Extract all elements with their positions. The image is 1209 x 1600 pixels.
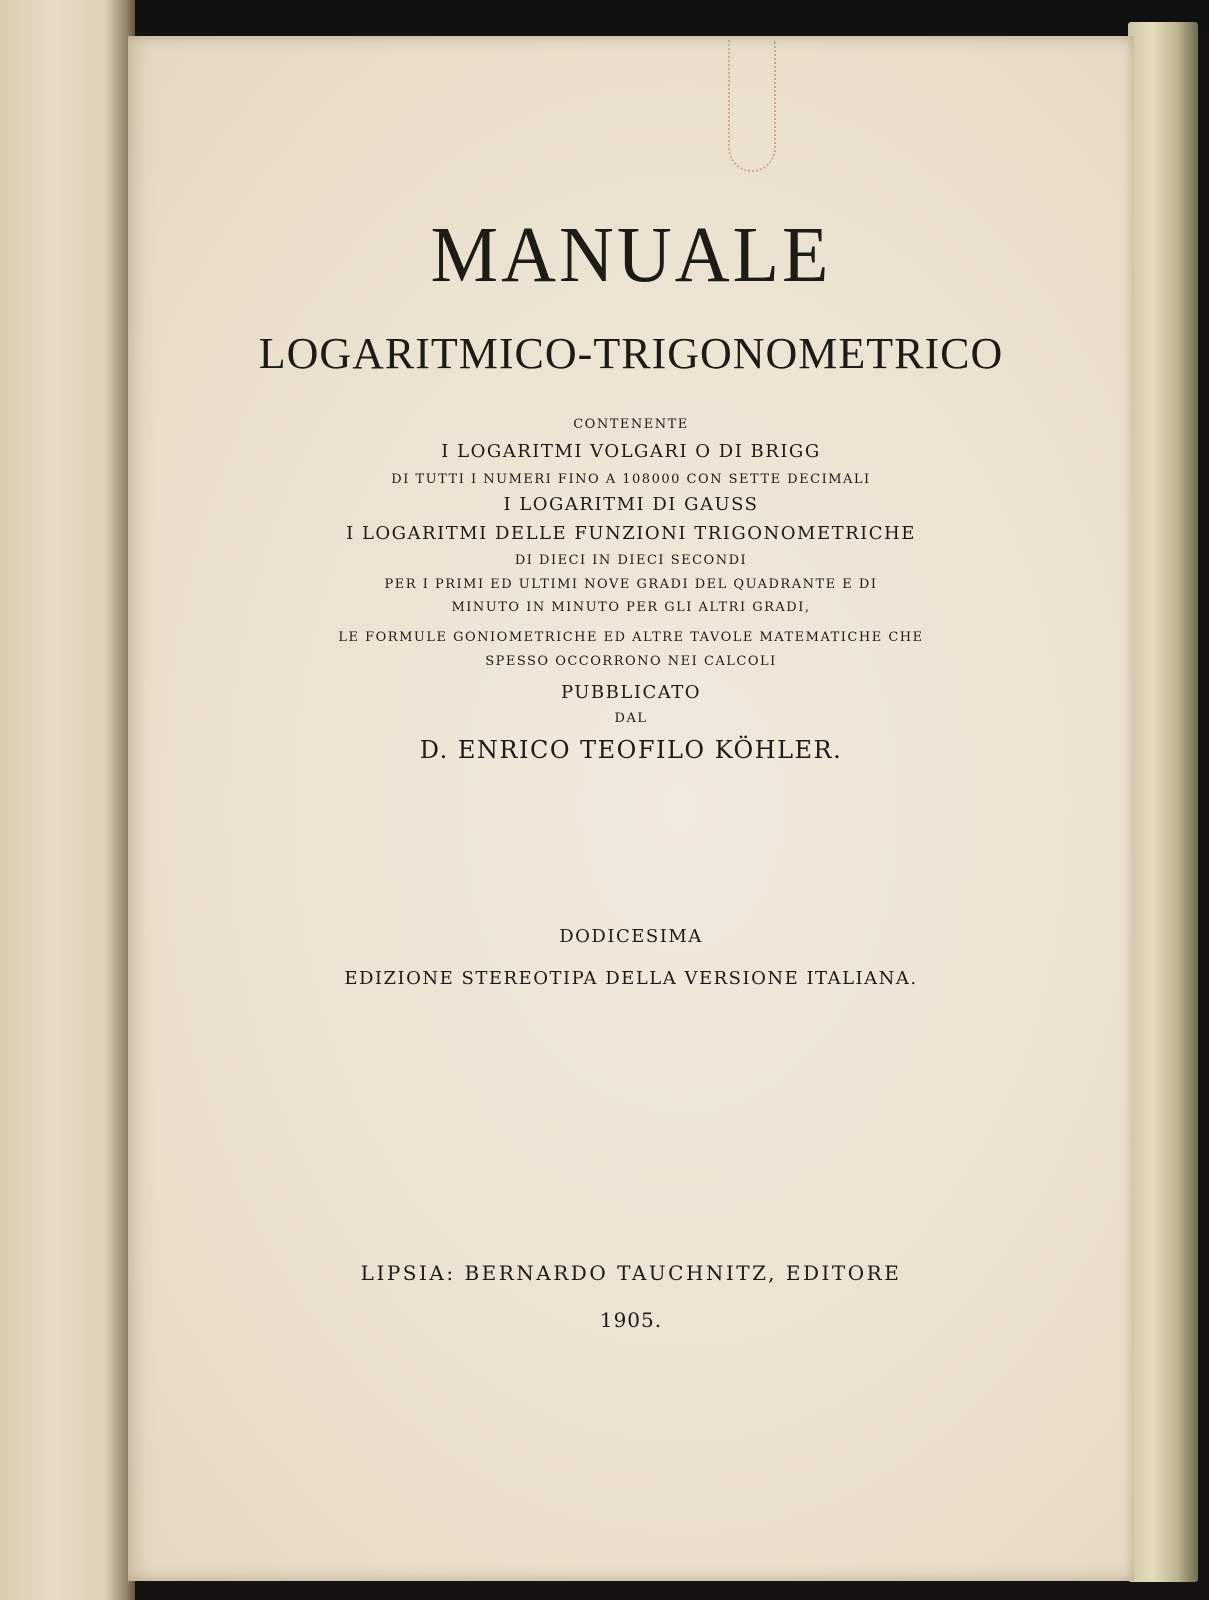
by-label: DAL xyxy=(614,711,648,726)
book-subtitle: LOGARITMICO-TRIGONOMETRICO xyxy=(258,329,1004,378)
contents-intro: CONTENENTE xyxy=(573,417,689,432)
book-cover-edge xyxy=(1128,22,1198,1582)
title-page xyxy=(128,36,1134,1581)
published-label: PUBBLICATO xyxy=(560,682,702,703)
contents-line-1: I LOGARITMI VOLGARI O DI BRIGG xyxy=(441,441,821,462)
edition-description: EDIZIONE STEREOTIPA DELLA VERSIONE ITALIANA. xyxy=(344,968,918,989)
contents-line-6: PER I PRIMI ED ULTIMI NOVE GRADI DEL QUADRANTE E DI xyxy=(384,577,878,592)
author-name: D. ENRICO TEOFILO KÖHLER. xyxy=(419,736,843,764)
page-marker-stain xyxy=(728,40,776,172)
edition-ordinal: DODICESIMA xyxy=(559,926,703,947)
contents-line-4: I LOGARITMI DELLE FUNZIONI TRIGONOMETRICHE xyxy=(346,523,916,544)
background-top xyxy=(0,0,1209,32)
imprint-publisher: LIPSIA: BERNARDO TAUCHNITZ, EDITORE xyxy=(360,1261,902,1285)
contents-line-3: I LOGARITMI DI GAUSS xyxy=(503,494,759,515)
imprint-year: 1905. xyxy=(599,1308,663,1332)
contents-line-7: MINUTO IN MINUTO PER GLI ALTRI GRADI, xyxy=(451,600,811,615)
contents-line-5: DI DIECI IN DIECI SECONDI xyxy=(514,553,748,568)
book-title: MANUALE xyxy=(430,210,832,300)
contents-line-2: DI TUTTI I NUMERI FINO A 108000 CON SETTE DECIMALI xyxy=(391,472,871,487)
contents-line-9: SPESSO OCCORRONO NEI CALCOLI xyxy=(485,654,777,669)
contents-line-8: LE FORMULE GONIOMETRICHE ED ALTRE TAVOLE MATEMATICHE CHE xyxy=(338,630,924,645)
